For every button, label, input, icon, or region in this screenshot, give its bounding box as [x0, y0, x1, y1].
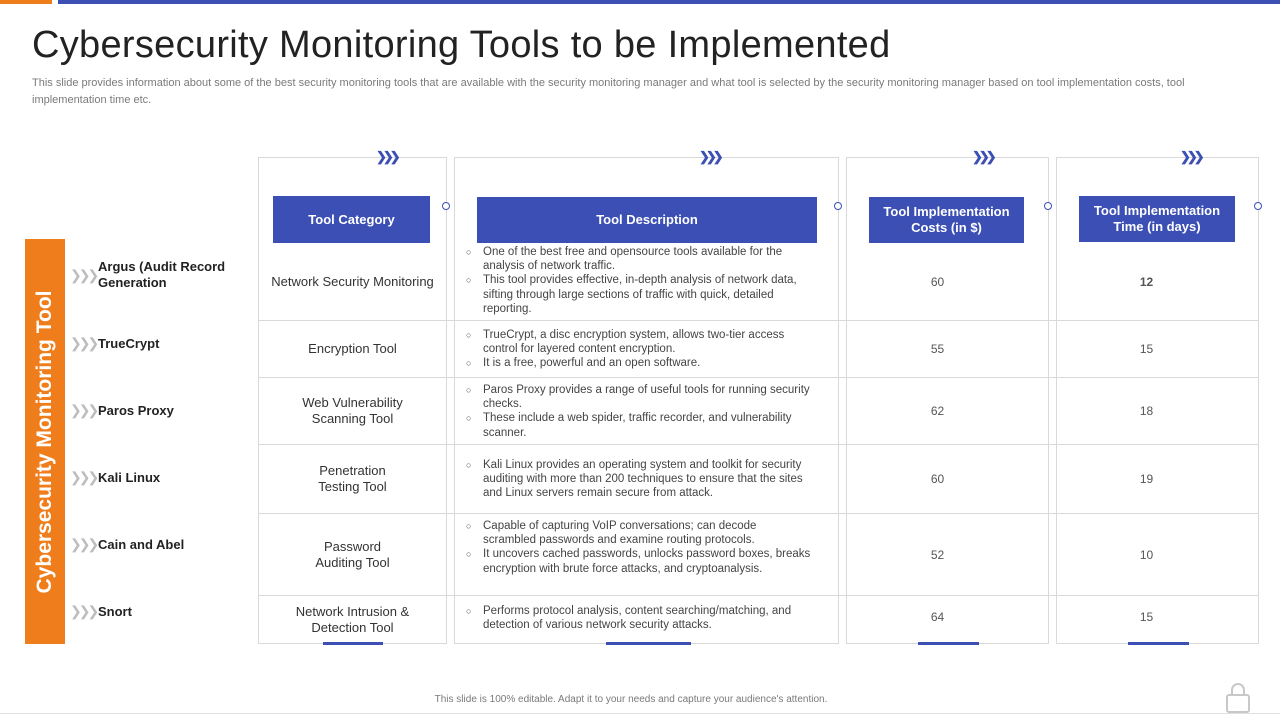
- category-cell: Encryption Tool: [308, 341, 397, 356]
- connector-dot: [1254, 202, 1262, 210]
- tool-name-kali: ❯❯❯ Kali Linux: [70, 469, 161, 485]
- description-cell: [466, 245, 811, 316]
- top-accent-orange: [0, 0, 52, 4]
- description-bullet: ○ These include a web spider, traffic recorder, and vulnerability scanner.: [466, 411, 811, 439]
- page-subtitle: This slide provides information about some of the best security monitoring tools that are available with the security monitoring manager and what tool is selected by the security monitoring manager based on tool implementation costs, tool implementation time etc.: [32, 77, 1185, 106]
- lock-icon: [1224, 681, 1252, 713]
- cost-cell: 52: [930, 547, 945, 562]
- chevrons-icon: ❯❯❯: [70, 603, 97, 619]
- chevrons-icon: ❯❯❯: [70, 402, 97, 418]
- description-cell: [466, 328, 811, 371]
- time-cell: 19: [1139, 472, 1154, 486]
- category-cell: Network Intrusion & Detection Tool: [295, 603, 410, 635]
- cost-cell: 60: [930, 275, 945, 289]
- chevrons-icon: ❯❯❯: [70, 335, 97, 351]
- column-bottom-mark: [323, 642, 383, 645]
- chevrons-icon: ❯❯❯: [1180, 149, 1201, 164]
- footer-note: This slide is 100% editable. Adapt it to your needs and capture your audience's attention.: [434, 694, 828, 705]
- time-cell: 18: [1139, 404, 1154, 418]
- tool-name-argus: ❯❯❯ Argus (Audit Record Generation: [70, 259, 226, 290]
- description-bullet: ○ One of the best free and opensource tools available for the analysis of network traffic.: [466, 245, 811, 273]
- description-bullet: ○ It uncovers cached passwords, unlocks password boxes, breaks encryption with brute force attacks, and cryptoanalysis.: [466, 547, 811, 575]
- column-bottom-mark: [606, 642, 691, 645]
- side-label-bar: [25, 239, 65, 644]
- description-bullet: ○ Performs protocol analysis, content searching/matching, and detection of various network security attacks.: [466, 604, 811, 632]
- time-cell: 12: [1139, 275, 1154, 289]
- connector-dot: [442, 202, 450, 210]
- category-cell: Password Auditing Tool: [315, 538, 390, 570]
- chevrons-icon: ❯❯❯: [70, 469, 97, 485]
- connector-dot: [1044, 202, 1052, 210]
- chevrons-icon: ❯❯❯: [972, 149, 993, 164]
- description-bullet: ○ Kali Linux provides an operating system and toolkit for security auditing with more than 200 techniques to ensure that the sites and Linux servers remain secure from attack.: [466, 458, 811, 501]
- chevrons-icon: ❯❯❯: [70, 536, 97, 552]
- column-bottom-mark: [918, 642, 979, 645]
- header-description: Tool Description: [477, 197, 817, 243]
- time-cell: 10: [1139, 547, 1154, 562]
- description-bullet: ○ Capable of capturing VoIP conversations; can decode scrambled passwords and examine routing protocols.: [466, 519, 811, 547]
- footer-divider: [0, 713, 1280, 714]
- header-cost: Tool Implementation Costs (in $): [869, 197, 1024, 243]
- header-category: Tool Category: [273, 196, 430, 243]
- description-cell: [466, 604, 811, 632]
- cost-cell: 60: [930, 472, 945, 486]
- description-cell: [466, 383, 811, 440]
- chevrons-icon: ❯❯❯: [376, 149, 397, 164]
- page-title: Cybersecurity Monitoring Tools to be Implemented: [32, 24, 891, 66]
- time-cell: 15: [1139, 610, 1154, 624]
- category-cell: Penetration Testing Tool: [318, 463, 387, 494]
- time-cell: 15: [1139, 342, 1154, 356]
- tool-name-cain: ❯❯❯ Cain and Abel: [70, 536, 185, 552]
- description-cell: [466, 458, 811, 501]
- description-bullet: ○ TrueCrypt, a disc encryption system, allows two-tier access control for layered content encryption.: [466, 328, 811, 356]
- category-cell: Web Vulnerability Scanning Tool: [302, 395, 403, 426]
- tool-name-paros: ❯❯❯ Paros Proxy: [70, 402, 174, 418]
- chevrons-icon: ❯❯❯: [70, 266, 97, 283]
- header-time: Tool Implementation Time (in days): [1079, 196, 1235, 242]
- description-bullet: ○ It is a free, powerful and an open software.: [466, 356, 811, 370]
- tool-name-truecrypt: ❯❯❯ TrueCrypt: [70, 335, 160, 351]
- description-cell: [466, 519, 811, 576]
- description-bullet: ○ Paros Proxy provides a range of useful tools for running security checks.: [466, 383, 811, 411]
- connector-dot: [834, 202, 842, 210]
- tool-name-snort: ❯❯❯ Snort: [70, 603, 132, 619]
- side-label-text: Cybersecurity Monitoring Tool: [33, 290, 56, 593]
- description-bullet: ○ This tool provides effective, in-depth analysis of network data, sifting through large sections of traffic with quick, detailed reporting.: [466, 273, 811, 316]
- cost-cell: 64: [930, 610, 945, 624]
- category-cell: Network Security Monitoring: [271, 274, 434, 289]
- column-bottom-mark: [1128, 642, 1189, 645]
- cost-cell: 62: [930, 404, 945, 418]
- top-accent-blue: [58, 0, 1280, 4]
- cost-cell: 55: [930, 342, 945, 356]
- chevrons-icon: ❯❯❯: [699, 149, 720, 164]
